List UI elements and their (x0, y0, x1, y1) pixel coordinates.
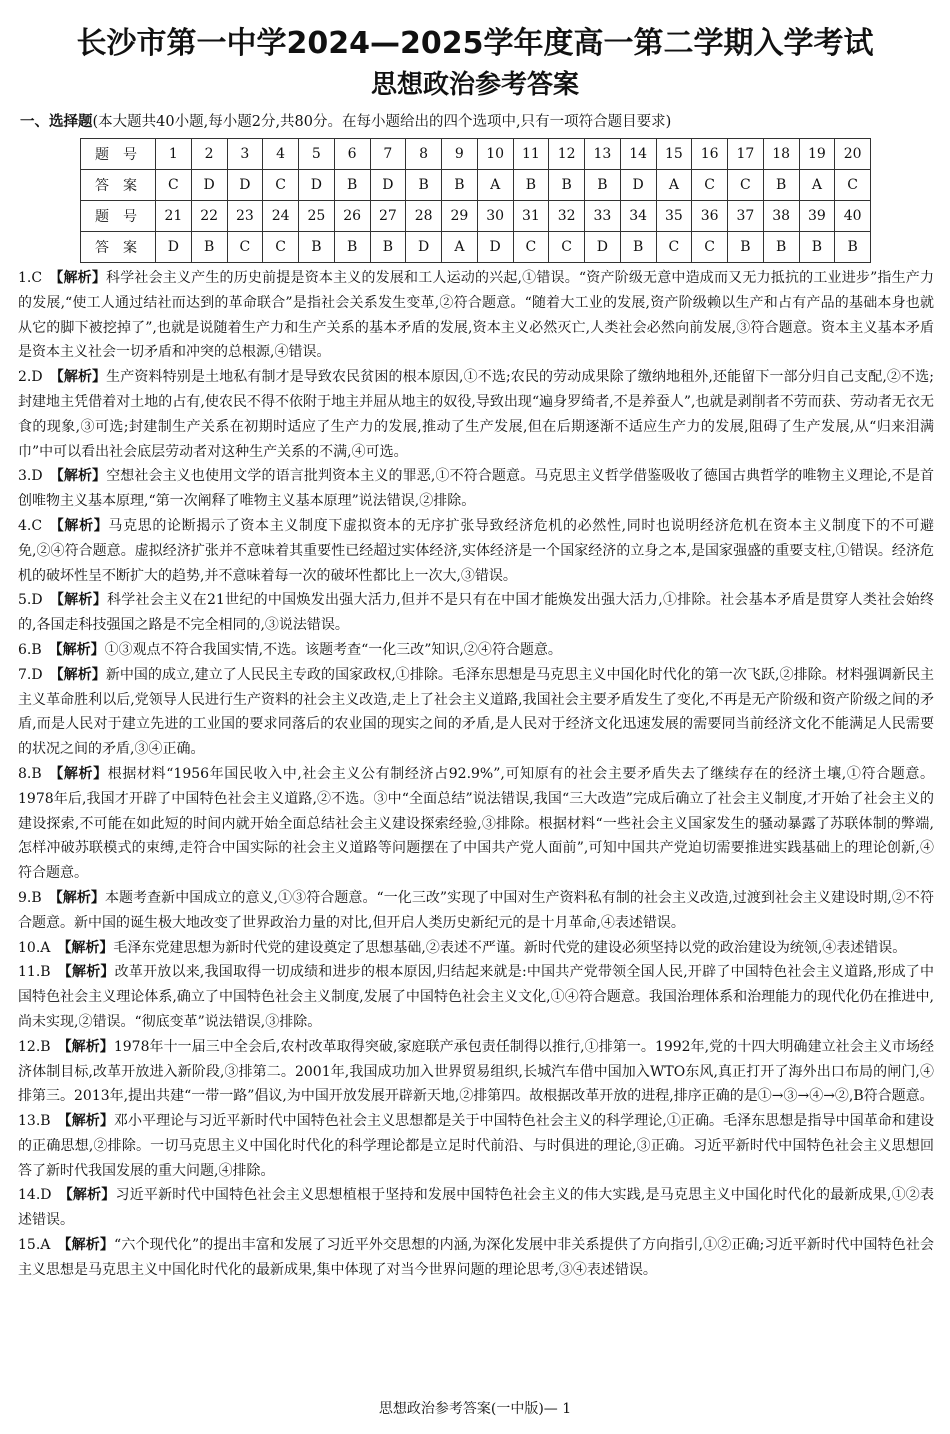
answer-cell: B (620, 232, 656, 263)
question-number-cell: 16 (692, 139, 728, 170)
question-number-cell: 3 (227, 139, 263, 170)
answer-cell: D (191, 170, 227, 201)
answer-cell: B (763, 170, 799, 201)
question-number-cell: 27 (370, 201, 406, 232)
question-number-cell: 1 (156, 139, 192, 170)
analysis-tag: 【解析】 (57, 1038, 114, 1055)
analysis-tag: 【解析】 (49, 666, 106, 683)
question-answer-number: 6.B (18, 641, 42, 658)
question-number-cell: 22 (191, 201, 227, 232)
answer-cell: B (334, 170, 370, 201)
question-number-row (81, 201, 871, 232)
question-number-cell: 15 (656, 139, 692, 170)
question-number-cell: 8 (406, 139, 442, 170)
question-answer-number: 5.D (18, 592, 43, 609)
answer-cell: B (442, 170, 478, 201)
answer-cell: B (334, 232, 370, 263)
answer-cell: C (835, 170, 871, 201)
question-number-cell: 4 (263, 139, 299, 170)
answer-cell: C (227, 232, 263, 263)
analysis-text: 根据材料“1956年国民收入中,社会主义公有制经济占92.9%”,可知原有的社会主要矛盾失去了继续存在的经济土壤,①符合题意。1978年后,我国才开辟了中国特色社会主义道路,②不选。③中“全面总结”说法错误,我国“三大改造”完成后确立了社会主义制度,才开始了社会主义的建设探索,不可能在如此短的时间内就开始全面总结社会主义建设探索经验,③排除。根据材料“一些社会主义国家发生的骚动暴露了苏联体制的弊端,怎样冲破苏联模式的束缚,走符合中国实际的社会主义道路等问题摆在了中国共产党人面前”,可知中国共产党迫切需要推进实践基础上的理论创新,④符合题意。 (18, 765, 935, 882)
analysis-text: “六个现代化”的提出丰富和发展了习近平外交思想的内涵,为深化发展中非关系提供了方向指引,①②正确;习近平新时代中国特色社会主义思想是马克思主义中国化时代化的最新成果,集中体现了对当今世界问题的理论思考,③④表述错误。 (18, 1237, 934, 1278)
question-answer-number: 2.D (18, 369, 43, 386)
answer-cell: B (835, 232, 871, 263)
question-number-cell: 25 (299, 201, 335, 232)
question-answer-number: 3.D (18, 468, 43, 485)
question-answer-number: 4.C (18, 517, 43, 534)
analysis-tag: 【解析】 (58, 1187, 116, 1204)
answer-cell: B (549, 170, 585, 201)
analysis-tag: 【解析】 (48, 765, 108, 782)
answer-cell: C (549, 232, 585, 263)
analysis-text: 毛泽东党建思想为新时代党的建设奠定了思想基础,②表述不严谨。新时代党的建设必须坚持以党的政治建设为统领,④表述错误。 (113, 939, 907, 956)
explanation-item (18, 886, 934, 936)
question-number-cell: 36 (692, 201, 728, 232)
question-number-cell: 32 (549, 201, 585, 232)
question-number-cell: 19 (799, 139, 835, 170)
answer-cell: C (263, 170, 299, 201)
question-number-cell: 29 (442, 201, 478, 232)
analysis-text: ①③观点不符合我国实情,不选。该题考查“一化三改”知识,②④符合题意。 (104, 641, 562, 658)
question-number-cell: 20 (835, 139, 871, 170)
explanation-item (18, 464, 934, 514)
question-number-cell: 18 (763, 139, 799, 170)
question-number-cell: 14 (620, 139, 656, 170)
question-number-cell: 17 (728, 139, 764, 170)
analysis-tag: 【解析】 (57, 1237, 115, 1254)
section-description: (本大题共40小题,每小题2分,共80分。在每小题给出的四个选项中,只有一项符合题目要求) (92, 114, 672, 130)
explanation-item (18, 365, 934, 464)
analysis-text: 生产资料特别是土地私有制才是导致农民贫困的根本原因,①不选;农民的劳动成果除了缴纳地租外,还能留下一部分归自己支配,②不选;封建地主凭借着对土地的占有,使农民不得不依附于地主并屈从地主的奴役,导致出现“遍身罗绮者,不是养蚕人”,也就是剥削者不劳而获、劳动者无衣无食的现象,③可选;封建制生产关系在初期时适应了生产力的发展,推动了生产发展,但在后期逐渐不适应生产力的发展,阻碍了生产发展,从“归来泪满巾”中可以看出社会底层劳动者对这种生产关系的不满,④可选。 (18, 369, 934, 460)
answer-cell: B (763, 232, 799, 263)
analysis-tag: 【解析】 (49, 468, 107, 485)
question-number-row (81, 139, 871, 170)
answer-cell: C (728, 170, 764, 201)
analysis-tag: 【解析】 (57, 939, 114, 956)
analysis-text: 本题考查新中国成立的意义,①③符合题意。“一化三改”实现了中国对生产资料私有制的社会主义改造,过渡到社会主义建设时期,②不符合题意。新中国的诞生极大地改变了世界政治力量的对比,但开启人类历史新纪元的是十月革命,④表述错误。 (18, 889, 934, 931)
answer-cell: B (299, 232, 335, 263)
question-number-cell: 9 (442, 139, 478, 170)
answer-cell: D (477, 232, 513, 263)
answer-cell: A (799, 170, 835, 201)
answer-cell: B (513, 170, 549, 201)
question-answer-number: 1.C (18, 270, 43, 286)
answer-cell: D (585, 232, 621, 263)
explanation-item (18, 960, 934, 1034)
question-answer-number: 9.B (18, 889, 42, 906)
answer-cell: D (406, 232, 442, 263)
question-answer-number: 11.B (18, 964, 51, 981)
page-title: 长沙市第一中学2024—2025学年度高一第二学期入学考试 (76, 26, 874, 61)
question-number-cell: 21 (156, 201, 192, 232)
question-number-cell: 33 (585, 201, 621, 232)
answer-row (81, 232, 871, 263)
question-number-cell: 5 (299, 139, 335, 170)
explanation-item (18, 266, 934, 365)
question-number-cell: 10 (477, 139, 513, 170)
answer-table (80, 138, 871, 263)
answer-cell: A (442, 232, 478, 263)
analysis-tag: 【解析】 (48, 889, 105, 906)
answer-cell: B (728, 232, 764, 263)
explanation-item (18, 762, 934, 886)
question-answer-number: 8.B (18, 765, 42, 782)
question-number-cell: 6 (334, 139, 370, 170)
answer-row (81, 170, 871, 201)
answer-cell: C (692, 170, 728, 201)
answer-cell: D (299, 170, 335, 201)
answer-cell: B (406, 170, 442, 201)
analysis-tag: 【解析】 (57, 1113, 114, 1130)
question-number-cell: 40 (835, 201, 871, 232)
answer-cell: C (692, 232, 728, 263)
analysis-text: 马克思的论断揭示了资本主义制度下虚拟资本的无序扩张导致经济危机的必然性,同时也说明经济危机在资本主义制度下的不可避免,②④符合题意。虚拟经济扩张并不意味着其重要性已经超过实体经济,实体经济是一个国家经济的立身之本,是国家强盛的重要支柱,①错误。经济危机的破坏性呈不断扩大的趋势,并不意味着每一次的破坏性都比上一次大,③错误。 (18, 517, 935, 584)
analysis-tag: 【解析】 (48, 641, 105, 658)
answer-cell: C (656, 232, 692, 263)
answer-cell: A (477, 170, 513, 201)
question-number-cell: 11 (513, 139, 549, 170)
question-answer-number: 7.D (18, 666, 43, 683)
question-row-label: 题号 (81, 201, 156, 232)
explanation-item (18, 1109, 934, 1183)
explanation-item (18, 514, 934, 588)
answer-cell: A (656, 170, 692, 201)
question-number-cell: 38 (763, 201, 799, 232)
question-number-cell: 31 (513, 201, 549, 232)
explanation-item (18, 638, 934, 663)
analysis-tag: 【解析】 (57, 964, 115, 981)
page-subtitle: 思想政治参考答案 (370, 70, 579, 100)
analysis-text: 邓小平理论与习近平新时代中国特色社会主义思想都是关于中国特色社会主义的科学理论,①正确。毛泽东思想是指导中国革命和建设的正确思想,②排除。一切马克思主义中国化时代化的科学理论都是立足时代前沿、与时俱进的理论,③正确。习近平新时代中国特色社会主义思想回答了新时代我国发展的重大问题,④排除。 (18, 1113, 935, 1179)
question-row-label: 题号 (81, 139, 156, 170)
answer-cell: C (156, 170, 192, 201)
answer-cell: D (227, 170, 263, 201)
analysis-text: 科学社会主义在21世纪的中国焕发出强大活力,但并不是只有在中国才能焕发出强大活力,①排除。社会基本矛盾是贯穿人类社会始终的,各国走科技强国之路是不完全相同的,③说法错误。 (18, 592, 934, 634)
question-answer-number: 12.B (18, 1038, 51, 1055)
analysis-text: 改革开放以来,我国取得一切成绩和进步的根本原因,归结起来就是:中国共产党带领全国人民,开辟了中国特色社会主义道路,形成了中国特色社会主义理论体系,确立了中国特色社会主义制度,发展了中国特色社会主义文化,①④符合题意。我国治理体系和治理能力的现代化仍在推进中,尚未实现,②错误。“彻底变革”说法错误,③排除。 (18, 964, 935, 1030)
question-number-cell: 13 (585, 139, 621, 170)
explanation-item (18, 1183, 934, 1233)
analysis-tag: 【解析】 (49, 517, 109, 534)
analysis-tag: 【解析】 (49, 270, 107, 286)
answer-cell: B (799, 232, 835, 263)
question-number-cell: 23 (227, 201, 263, 232)
answer-cell: B (191, 232, 227, 263)
question-answer-number: 13.B (18, 1113, 51, 1130)
question-number-cell: 26 (334, 201, 370, 232)
answer-cell: B (585, 170, 621, 201)
analysis-text: 空想社会主义也使用文学的语言批判资本主义的罪恶,①不符合题意。马克思主义哲学借鉴吸收了德国古典哲学的唯物主义理论,不是首创唯物主义基本原理,“第一次阐释了唯物主义基本原理”说法错误,②排除。 (18, 468, 934, 510)
explanation-item (18, 936, 934, 961)
question-number-cell: 28 (406, 201, 442, 232)
answer-row-label: 答案 (81, 170, 156, 201)
answer-cell: D (370, 170, 406, 201)
question-answer-number: 14.D (18, 1187, 52, 1204)
section-heading (20, 110, 671, 131)
analysis-text: 习近平新时代中国特色社会主义思想植根于坚持和发展中国特色社会主义的伟大实践,是马克思主义中国化时代化的最新成果,①②表述错误。 (18, 1187, 934, 1229)
explanation-item (18, 663, 934, 762)
question-number-cell: 12 (549, 139, 585, 170)
question-number-cell: 34 (620, 201, 656, 232)
analysis-text: 科学社会主义产生的历史前提是资本主义的发展和工人运动的兴起,①错误。“资产阶级无意中造成而又无力抵抗的工业进步”指生产力的发展,“使工人通过结社而达到的革命联合”是指社会关系发生变革,②符合题意。“随着大工业的发展,资产阶级赖以生产和占有产品的基础本身也就从它的脚下被挖掉了”,也就是说随着生产力和生产关系的基本矛盾的发展,资本主义必然灭亡,人类社会必然向前发展,③符合题意。资本主义基本矛盾是资本主义社会一切矛盾和冲突的总根源,④错误。 (18, 270, 934, 361)
question-number-cell: 30 (477, 201, 513, 232)
section-label: 一、选择题 (20, 114, 93, 130)
analysis-tag: 【解析】 (49, 592, 107, 609)
question-number-cell: 24 (263, 201, 299, 232)
explanation-item (18, 1035, 934, 1109)
answer-cell: C (513, 232, 549, 263)
explanation-item (18, 588, 934, 638)
answer-cell: C (263, 232, 299, 263)
question-number-cell: 39 (799, 201, 835, 232)
explanation-item (18, 1233, 934, 1283)
question-number-cell: 37 (728, 201, 764, 232)
answer-cell: D (156, 232, 192, 263)
question-answer-number: 15.A (18, 1237, 51, 1254)
question-number-cell: 2 (191, 139, 227, 170)
analysis-text: 1978年十一届三中全会后,农村改革取得突破,家庭联产承包责任制得以推行,①排第一。1992年,党的十四大明确建立社会主义市场经济体制目标,改革开放进入新阶段,③排第二。2001年,我国成功加入世界贸易组织,长城汽车借中国加入WTO东风,真正打开了海外出口布局的闸门,④排第三。2013年,提出共建“一带一路”倡议,为中国开放发展开辟新天地,②排第四。故根据改革开放的进程,排序正确的是①→③→④→②,B符合题意。 (18, 1038, 935, 1105)
analysis-text: 新中国的成立,建立了人民民主专政的国家政权,①排除。毛泽东思想是马克思主义中国化时代化的第一次飞跃,②排除。材料强调新民主主义革命胜利以后,党领导人民进行生产资料的社会主义改造,走上了社会主义道路,我国社会主要矛盾发生了变化,不再是无产阶级和资产阶级之间的矛盾,而是人民对于建立先进的工业国的要求同落后的农业国的现实之间的矛盾,是人民对于经济文化迅速发展的需要同当前经济文化不能满足人民需要的状况之间的矛盾,③④正确。 (18, 666, 934, 758)
page-footer: 思想政治参考答案(一中版)— 1 (378, 1401, 572, 1417)
question-answer-number: 10.A (18, 939, 51, 956)
answer-cell: B (370, 232, 406, 263)
question-number-cell: 7 (370, 139, 406, 170)
analysis-tag: 【解析】 (49, 369, 107, 386)
answer-row-label: 答案 (81, 232, 156, 263)
answer-cell: D (620, 170, 656, 201)
explanation-list (18, 266, 934, 1283)
question-number-cell: 35 (656, 201, 692, 232)
